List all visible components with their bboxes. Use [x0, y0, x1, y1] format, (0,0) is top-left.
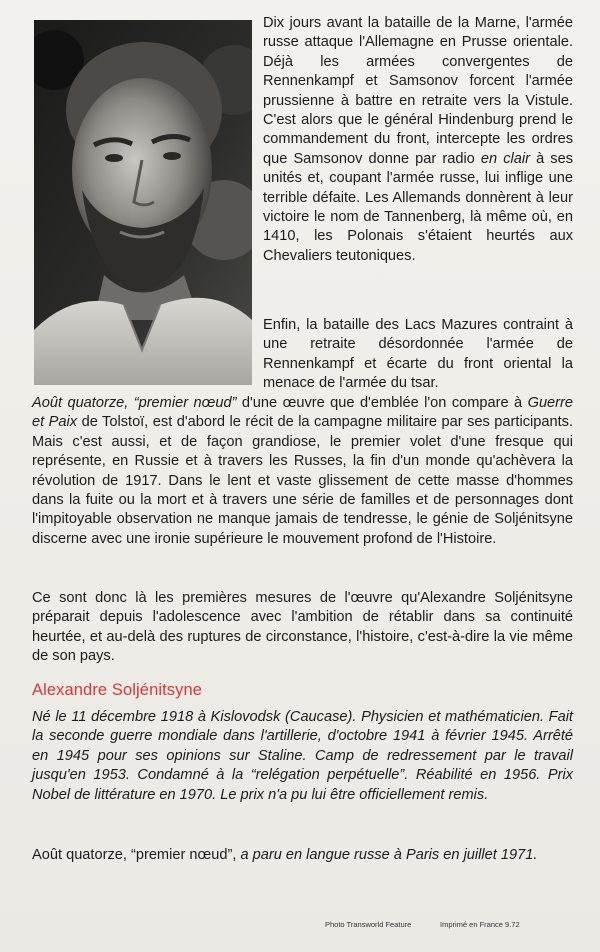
summary-text-b: de Tolstoï, est d'abord le récit de la campagne militaire par ses participants. Mais c'est aussi, et de façon grandiose, le premier volet d'une fresque qui représente, en Russie et à travers les Russes, la fin d'un monde qu'achèvera la révolution de 1917. Dans le lent et vaste glissement de cette masse d'hommes dans la fuite ou la mort et à travers une série de familles et de personnages dont l'impitoyable observation ne manque jamais de tendresse, le génie de Soljénitsyne discerne avec une ironie supérieure le mouvement profond de l'Histoire. [32, 414, 573, 547]
lakes-paragraph: Enfin, la bataille des Lacs Mazures contraint à une retraite désordonnée l'armée de Rennenkampf et écarte du front oriental la menace de l'armée du tsar. [263, 317, 573, 392]
war-and-peace-title: Guerre et Paix [32, 395, 574, 431]
summary-paragraph [32, 394, 573, 549]
summary-text-a: d'une œuvre que d'emblée l'on compare à [236, 395, 528, 411]
publication-note [32, 846, 573, 865]
intro-emphasis: en clair [480, 150, 530, 167]
author-name-heading: Alexandre Soljénitsyne [32, 681, 203, 699]
intro-text-end: à ses unités et, coupant l'armée russe, lui inflige une terrible défaite. Les Allemands donnèrent à leur victoire le nom de Tannenberg, là même où, en 1410, les Polonais s'étaient heurtés aux Chevaliers teutoniques. [263, 150, 574, 264]
intro-paragraph [263, 14, 573, 266]
author-portrait-photo [34, 20, 252, 385]
print-info: Imprimé en France 9.72 [440, 920, 520, 929]
publication-text: a paru en langue russe à Paris en juillet 1971. [236, 847, 538, 863]
closing-paragraph: Ce sont donc là les premières mesures de l'œuvre qu'Alexandre Soljénitsyne préparait depuis l'adolescence avec l'ambition de rétablir dans sa continuité heurtée, et au-delà des ruptures de circonstance, l'histoire, c'est-à-dire la vie même de son pays. [32, 590, 573, 665]
publication-title: Août quatorze, “premier nœud”, [32, 847, 237, 863]
author-biography: Né le 11 décembre 1918 à Kislovodsk (Caucase). Physicien et mathématicien. Fait la seconde guerre mondiale dans l'artillerie, d'octobre 1941 à février 1945. Arrêté en 1945 pour ses opinions sur Staline. Camp de redressement par le travail jusqu'en 1953. Condamné à la “relégation perpétuelle”. Réabilité en 1956. Prix Nobel de littérature en 1970. Le prix n'a pu lui être officiellement remis. [32, 709, 573, 803]
photo-credit: Photo Transworld Feature [325, 920, 412, 929]
portrait-icon [34, 20, 252, 385]
intro-text: Dix jours avant la bataille de la Marne, l'armée russe attaque l'Allemagne en Prusse orientale. Déjà les armées convergentes de Rennenkampf et Samsonov forcent l'armée prussienne à battre en retraite vers la Vistule. C'est alors que le général Hindenburg prend le commandement du front, intercepte les ordres que Samsonov donne par radio [263, 15, 573, 167]
book-title-emphasis: Août quatorze, “premier nœud” [32, 395, 237, 411]
